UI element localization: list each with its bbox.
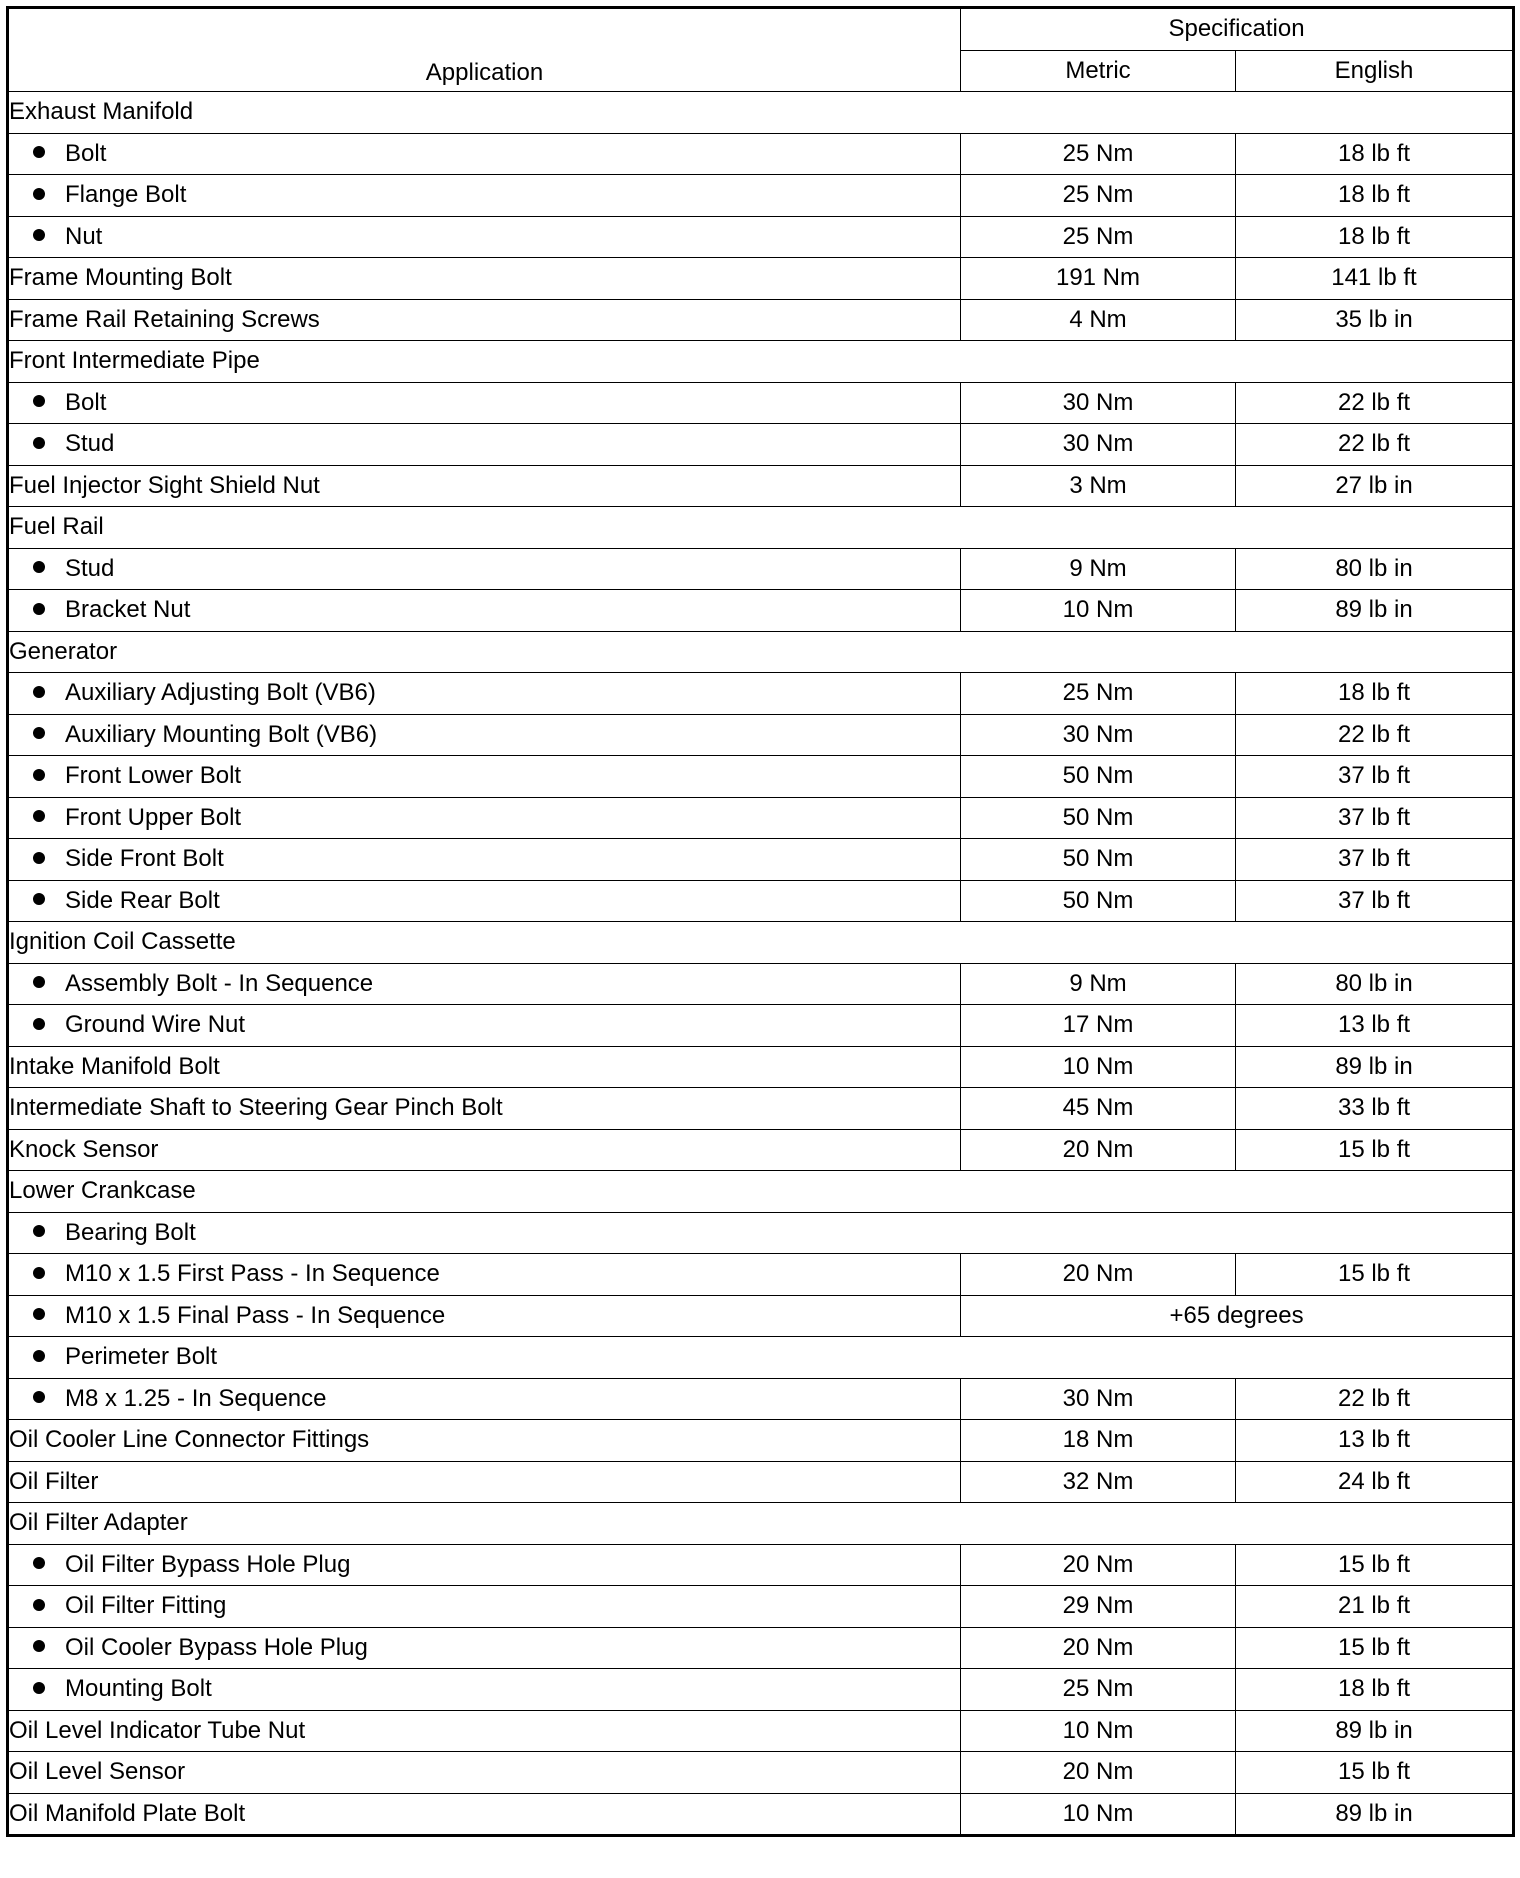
application-label: Bearing Bolt [65, 1218, 196, 1246]
sub-application-cell [8, 880, 961, 922]
metric-column-header: Metric [961, 50, 1236, 92]
application-cell [8, 1046, 961, 1088]
table-row [8, 175, 1514, 217]
table-row [8, 1378, 1514, 1420]
bullet-icon [33, 976, 45, 988]
application-cell [8, 1752, 961, 1794]
english-value-cell: 22 lb ft [1236, 714, 1514, 756]
english-value-cell: 89 lb in [1236, 1710, 1514, 1752]
table-row [8, 507, 1514, 549]
english-value-cell: 89 lb in [1236, 1793, 1514, 1836]
english-value-cell: 15 lb ft [1236, 1544, 1514, 1586]
english-value-cell: 22 lb ft [1236, 382, 1514, 424]
english-value-cell: 22 lb ft [1236, 1378, 1514, 1420]
metric-value-cell: 30 Nm [961, 382, 1236, 424]
metric-value-cell: 50 Nm [961, 839, 1236, 881]
application-label: Bolt [65, 388, 107, 416]
application-label: Frame Mounting Bolt [9, 264, 232, 292]
application-cell [8, 1420, 961, 1462]
metric-value-cell: 17 Nm [961, 1005, 1236, 1047]
table-body [8, 92, 1514, 1836]
english-value-cell: 27 lb in [1236, 465, 1514, 507]
english-value-cell: 13 lb ft [1236, 1005, 1514, 1047]
table-row [8, 1627, 1514, 1669]
table-row [8, 424, 1514, 466]
table-row [8, 1586, 1514, 1628]
english-value-cell: 13 lb ft [1236, 1420, 1514, 1462]
sub-application-cell [8, 1627, 961, 1669]
metric-value-cell: 32 Nm [961, 1461, 1236, 1503]
table-row [8, 714, 1514, 756]
application-label: Front Lower Bolt [65, 762, 242, 790]
metric-value-cell: 10 Nm [961, 1046, 1236, 1088]
metric-value-cell: 25 Nm [961, 133, 1236, 175]
table-row [8, 299, 1514, 341]
metric-value-cell: 20 Nm [961, 1627, 1236, 1669]
metric-value-cell: 25 Nm [961, 1669, 1236, 1711]
bullet-icon [33, 561, 45, 573]
sub-application-cell [8, 175, 961, 217]
application-column-header: Application [8, 8, 961, 92]
sub-application-cell [8, 1586, 961, 1628]
table-row [8, 1046, 1514, 1088]
table-row [8, 382, 1514, 424]
sub-application-cell [8, 839, 961, 881]
application-group-cell [8, 922, 1514, 964]
application-label: Nut [65, 222, 103, 250]
english-value-cell: 37 lb ft [1236, 880, 1514, 922]
english-value-cell: 18 lb ft [1236, 673, 1514, 715]
application-label: Lower Crankcase [9, 1177, 196, 1205]
sub-application-cell [8, 963, 961, 1005]
bullet-icon [33, 893, 45, 905]
table-row [8, 756, 1514, 798]
bullet-icon [33, 188, 45, 200]
bullet-icon [33, 1682, 45, 1694]
metric-value-cell: 9 Nm [961, 963, 1236, 1005]
table-row [8, 465, 1514, 507]
english-value-cell: 21 lb ft [1236, 1586, 1514, 1628]
application-label: Assembly Bolt - In Sequence [65, 969, 374, 997]
application-label: M10 x 1.5 First Pass - In Sequence [65, 1260, 440, 1288]
table-row [8, 548, 1514, 590]
application-group-cell [8, 1171, 1514, 1213]
application-label: Flange Bolt [65, 181, 187, 209]
english-value-cell: 37 lb ft [1236, 797, 1514, 839]
table-row [8, 1544, 1514, 1586]
application-label: M8 x 1.25 - In Sequence [65, 1384, 327, 1412]
metric-value-cell: 20 Nm [961, 1752, 1236, 1794]
application-label: Oil Level Sensor [9, 1758, 186, 1786]
application-label: Frame Rail Retaining Screws [9, 305, 320, 333]
table-row [8, 1337, 1514, 1379]
english-value-cell: 37 lb ft [1236, 756, 1514, 798]
bullet-icon [33, 1640, 45, 1652]
english-column-header: English [1236, 50, 1514, 92]
english-value-cell: 15 lb ft [1236, 1129, 1514, 1171]
metric-value-cell: 10 Nm [961, 1710, 1236, 1752]
application-cell [8, 1710, 961, 1752]
bullet-icon [33, 1225, 45, 1237]
application-label: Intermediate Shaft to Steering Gear Pinch Bolt [9, 1094, 503, 1122]
english-value-cell: 80 lb in [1236, 963, 1514, 1005]
application-label: Oil Cooler Bypass Hole Plug [65, 1633, 368, 1661]
sub-application-cell [8, 548, 961, 590]
fastener-specification-table [6, 6, 1515, 1837]
metric-value-cell: 25 Nm [961, 216, 1236, 258]
sub-application-cell [8, 382, 961, 424]
sub-application-cell [8, 590, 961, 632]
english-value-cell: 15 lb ft [1236, 1752, 1514, 1794]
table-row [8, 258, 1514, 300]
application-label: Exhaust Manifold [9, 98, 194, 126]
application-label: Oil Cooler Line Connector Fittings [9, 1426, 370, 1454]
english-value-cell: 24 lb ft [1236, 1461, 1514, 1503]
application-label: Generator [9, 637, 118, 665]
table-row [8, 590, 1514, 632]
table-row [8, 1420, 1514, 1462]
metric-value-cell: 45 Nm [961, 1088, 1236, 1130]
metric-value-cell: 50 Nm [961, 756, 1236, 798]
table-row [8, 1669, 1514, 1711]
english-value-cell: 18 lb ft [1236, 175, 1514, 217]
application-label: Knock Sensor [9, 1135, 159, 1163]
metric-value-cell: 50 Nm [961, 880, 1236, 922]
metric-value-cell: 30 Nm [961, 1378, 1236, 1420]
english-value-cell: 141 lb ft [1236, 258, 1514, 300]
table-row [8, 1503, 1514, 1545]
bullet-icon [33, 727, 45, 739]
application-label: Oil Level Indicator Tube Nut [9, 1716, 306, 1744]
table-row [8, 839, 1514, 881]
application-label: Oil Manifold Plate Bolt [9, 1799, 246, 1827]
application-cell [8, 1088, 961, 1130]
sub-application-cell [8, 1544, 961, 1586]
application-label: Fuel Rail [9, 513, 104, 541]
application-group-cell [8, 507, 1514, 549]
table-row [8, 341, 1514, 383]
metric-value-cell: 30 Nm [961, 424, 1236, 466]
sub-application-cell [8, 797, 961, 839]
application-label: Oil Filter Bypass Hole Plug [65, 1550, 351, 1578]
table-row [8, 963, 1514, 1005]
metric-value-cell: 191 Nm [961, 258, 1236, 300]
application-group-cell [8, 631, 1514, 673]
metric-value-cell: 20 Nm [961, 1129, 1236, 1171]
table-row [8, 1005, 1514, 1047]
combined-value-cell: +65 degrees [961, 1295, 1514, 1337]
table-row [8, 216, 1514, 258]
application-label: Ground Wire Nut [65, 1011, 246, 1039]
application-label: Fuel Injector Sight Shield Nut [9, 471, 320, 499]
table-header [8, 8, 1514, 92]
sub-application-cell [8, 1254, 961, 1296]
table-row [8, 1461, 1514, 1503]
application-group-cell [8, 1503, 1514, 1545]
english-value-cell: 15 lb ft [1236, 1254, 1514, 1296]
metric-value-cell: 3 Nm [961, 465, 1236, 507]
application-label: Front Intermediate Pipe [9, 347, 260, 375]
sub-application-cell [8, 1212, 1514, 1254]
metric-value-cell: 25 Nm [961, 673, 1236, 715]
english-value-cell: 89 lb in [1236, 590, 1514, 632]
header-row-top [8, 8, 1514, 51]
english-value-cell: 15 lb ft [1236, 1627, 1514, 1669]
application-cell [8, 1129, 961, 1171]
application-label: Oil Filter [9, 1467, 99, 1495]
english-value-cell: 37 lb ft [1236, 839, 1514, 881]
bullet-icon [33, 437, 45, 449]
metric-value-cell: 50 Nm [961, 797, 1236, 839]
table-row [8, 1254, 1514, 1296]
application-group-cell [8, 92, 1514, 134]
sub-application-cell [8, 673, 961, 715]
english-value-cell: 18 lb ft [1236, 133, 1514, 175]
english-value-cell: 18 lb ft [1236, 216, 1514, 258]
application-label: Ignition Coil Cassette [9, 928, 236, 956]
metric-value-cell: 30 Nm [961, 714, 1236, 756]
metric-value-cell: 29 Nm [961, 1586, 1236, 1628]
sub-application-cell [8, 1337, 1514, 1379]
bullet-icon [33, 1599, 45, 1611]
metric-value-cell: 9 Nm [961, 548, 1236, 590]
application-label: Mounting Bolt [65, 1675, 212, 1703]
table-row [8, 1793, 1514, 1836]
table-row [8, 1295, 1514, 1337]
sub-application-cell [8, 714, 961, 756]
english-value-cell: 22 lb ft [1236, 424, 1514, 466]
application-label: Oil Filter Fitting [65, 1592, 227, 1620]
table-row [8, 1752, 1514, 1794]
application-cell [8, 1793, 961, 1836]
application-label: Auxiliary Adjusting Bolt (VB6) [65, 679, 376, 707]
english-value-cell: 33 lb ft [1236, 1088, 1514, 1130]
english-value-cell: 80 lb in [1236, 548, 1514, 590]
sub-application-cell [8, 1669, 961, 1711]
table-row [8, 1088, 1514, 1130]
table-row [8, 673, 1514, 715]
table-row [8, 797, 1514, 839]
application-cell [8, 465, 961, 507]
metric-value-cell: 18 Nm [961, 1420, 1236, 1462]
table-row [8, 133, 1514, 175]
bullet-icon [33, 1267, 45, 1279]
metric-value-cell: 20 Nm [961, 1544, 1236, 1586]
sub-application-cell [8, 1378, 961, 1420]
bullet-icon [33, 1557, 45, 1569]
sub-application-cell [8, 1005, 961, 1047]
bullet-icon [33, 1018, 45, 1030]
sub-application-cell [8, 424, 961, 466]
table-row [8, 922, 1514, 964]
application-label: Intake Manifold Bolt [9, 1052, 220, 1080]
application-label: Side Front Bolt [65, 845, 224, 873]
english-value-cell: 35 lb in [1236, 299, 1514, 341]
sub-application-cell [8, 756, 961, 798]
metric-value-cell: 25 Nm [961, 175, 1236, 217]
table-row [8, 1129, 1514, 1171]
table-row [8, 1710, 1514, 1752]
application-label: Perimeter Bolt [65, 1343, 218, 1371]
metric-value-cell: 4 Nm [961, 299, 1236, 341]
application-label: Front Upper Bolt [65, 803, 242, 831]
bullet-icon [33, 1391, 45, 1403]
application-group-cell [8, 341, 1514, 383]
metric-value-cell: 10 Nm [961, 1793, 1236, 1836]
bullet-icon [33, 852, 45, 864]
table-row [8, 631, 1514, 673]
application-label: Stud [65, 430, 115, 458]
bullet-icon [33, 229, 45, 241]
bullet-icon [33, 1308, 45, 1320]
metric-value-cell: 10 Nm [961, 590, 1236, 632]
sub-application-cell [8, 216, 961, 258]
application-label: Auxiliary Mounting Bolt (VB6) [65, 720, 378, 748]
application-label: Side Rear Bolt [65, 886, 220, 914]
table-row [8, 92, 1514, 134]
specification-column-header: Specification [961, 8, 1514, 51]
metric-value-cell: 20 Nm [961, 1254, 1236, 1296]
bullet-icon [33, 603, 45, 615]
table-row [8, 880, 1514, 922]
application-label: Bolt [65, 139, 107, 167]
bullet-icon [33, 686, 45, 698]
bullet-icon [33, 1350, 45, 1362]
bullet-icon [33, 395, 45, 407]
application-cell [8, 258, 961, 300]
application-label: M10 x 1.5 Final Pass - In Sequence [65, 1301, 446, 1329]
application-label: Oil Filter Adapter [9, 1509, 188, 1537]
english-value-cell: 89 lb in [1236, 1046, 1514, 1088]
table-row [8, 1212, 1514, 1254]
sub-application-cell [8, 133, 961, 175]
application-label: Bracket Nut [65, 596, 191, 624]
bullet-icon [33, 769, 45, 781]
english-value-cell: 18 lb ft [1236, 1669, 1514, 1711]
sub-application-cell [8, 1295, 961, 1337]
bullet-icon [33, 810, 45, 822]
application-label: Stud [65, 554, 115, 582]
application-cell [8, 299, 961, 341]
application-cell [8, 1461, 961, 1503]
table-row [8, 1171, 1514, 1213]
bullet-icon [33, 146, 45, 158]
